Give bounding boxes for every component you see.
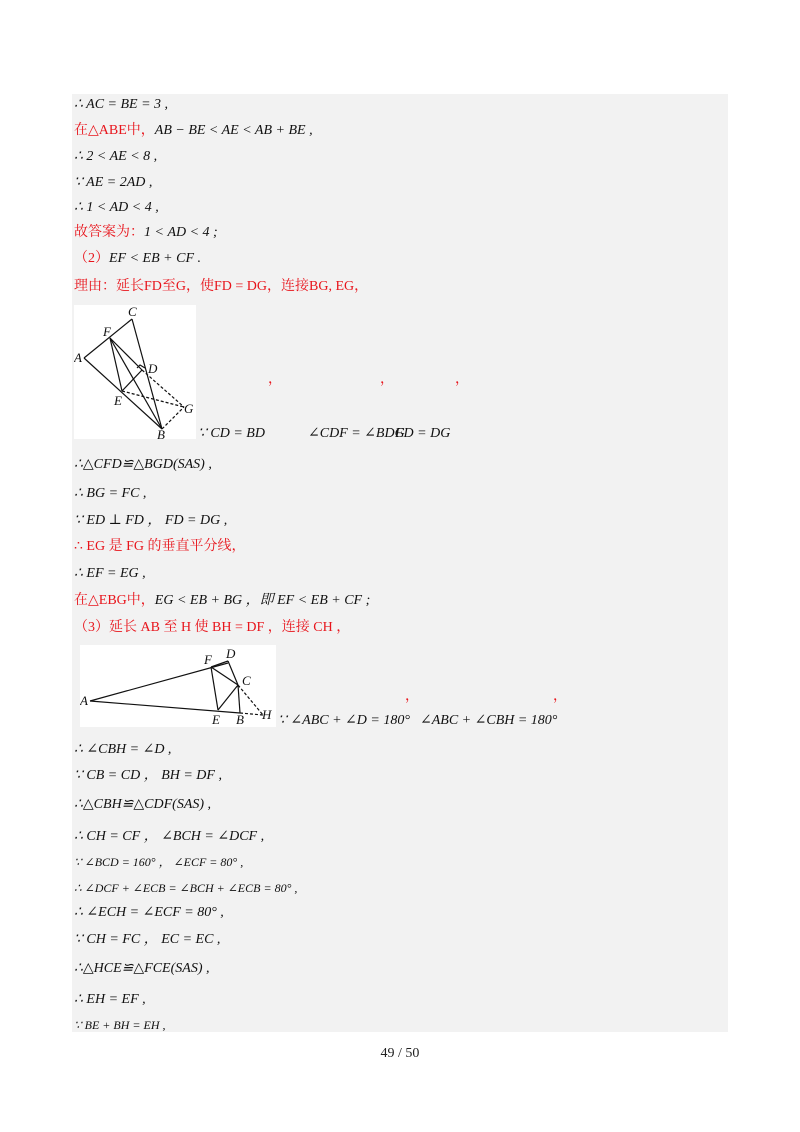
fig1-label-a: A bbox=[74, 350, 82, 365]
line-9a: ∵ CD = BD bbox=[198, 426, 265, 441]
fig2-label-a: A bbox=[80, 693, 88, 708]
line-17a: ∵ ∠ABC + ∠D = 180° bbox=[278, 713, 410, 728]
fig1-label-e: E bbox=[114, 393, 122, 408]
line-4: ∵ AE = 2AD , bbox=[74, 175, 153, 190]
line-2 bbox=[74, 122, 313, 140]
line-18: ∴ ∠CBH = ∠D , bbox=[74, 742, 172, 757]
fig2-label-b: B bbox=[236, 712, 244, 727]
fig1-label-g: G bbox=[184, 401, 194, 416]
line-7-prefix: （2） bbox=[74, 251, 109, 266]
line-13: ∴ EG 是 FG 的垂直平分线， bbox=[74, 539, 246, 554]
line-15-prefix: 在△EBG中， bbox=[74, 593, 155, 608]
line-15 bbox=[74, 592, 370, 610]
line-24: ∴ ∠ECH = ∠ECF = 80° , bbox=[74, 905, 224, 920]
line-17b: ∠ABC + ∠CBH = 180° bbox=[420, 713, 558, 728]
line-8: 理由：延长FD至G，使FD = DG，连接BG, EG， bbox=[74, 279, 369, 294]
line-14: ∴ EF = EG , bbox=[74, 566, 146, 581]
fig2-label-e: E bbox=[212, 712, 220, 727]
line-26: ∴△HCE≌△FCE(SAS) , bbox=[74, 961, 210, 976]
line-1: ∴ AC = BE = 3 , bbox=[74, 97, 169, 112]
figure-2 bbox=[80, 645, 276, 727]
comma-3: ， bbox=[455, 372, 469, 387]
fig2-label-d: D bbox=[226, 646, 236, 661]
comma-5: ， bbox=[553, 689, 567, 704]
comma-2: ， bbox=[380, 372, 394, 387]
page-number: 49 / 50 bbox=[380, 1046, 420, 1061]
fig1-label-b: B bbox=[157, 427, 165, 439]
line-19: ∵ CB = CD ， BH = DF , bbox=[74, 768, 222, 783]
line-6-math: 1 < AD < 4 ; bbox=[144, 225, 218, 240]
comma-4: ， bbox=[405, 689, 419, 704]
line-7-math: EF < EB + CF . bbox=[109, 251, 201, 266]
line-6-prefix: 故答案为： bbox=[74, 225, 144, 240]
fig2-label-f: F bbox=[204, 652, 212, 667]
line-9c: FD = DG bbox=[395, 426, 451, 441]
line-28: ∵ BE + BH = EH , bbox=[74, 1018, 166, 1032]
line-25: ∵ CH = FC ， EC = EC , bbox=[74, 932, 221, 947]
line-11: ∴ BG = FC , bbox=[74, 486, 147, 501]
figure-1 bbox=[74, 305, 196, 439]
line-23: ∴ ∠DCF + ∠ECB = ∠BCH + ∠ECB = 80° , bbox=[74, 881, 298, 895]
fig2-label-c: C bbox=[242, 673, 251, 688]
fig1-label-d: D bbox=[148, 361, 158, 376]
line-7 bbox=[74, 250, 201, 268]
line-20: ∴△CBH≌△CDF(SAS) , bbox=[74, 797, 212, 812]
line-12: ∵ ED ⊥ FD ， FD = DG , bbox=[74, 513, 228, 528]
line-2-prefix: 在△ABE中， bbox=[74, 123, 155, 138]
line-3: ∴ 2 < AE < 8 , bbox=[74, 149, 158, 164]
line-27: ∴ EH = EF , bbox=[74, 992, 146, 1007]
line-10: ∴△CFD≌△BGD(SAS) , bbox=[74, 457, 212, 472]
fig2-label-h: H bbox=[262, 707, 272, 722]
fig1-label-c: C bbox=[128, 305, 137, 319]
line-5: ∴ 1 < AD < 4 , bbox=[74, 200, 159, 215]
line-16: （3）延长 AB 至 H 使 BH = DF ，连接 CH ， bbox=[74, 620, 351, 635]
fig1-label-f: F bbox=[103, 324, 111, 339]
line-21: ∴ CH = CF ， ∠BCH = ∠DCF , bbox=[74, 829, 265, 844]
line-22: ∵ ∠BCD = 160° ， ∠ECF = 80° , bbox=[74, 855, 244, 869]
comma-1: ， bbox=[268, 372, 282, 387]
line-6 bbox=[74, 224, 218, 242]
line-9b: ∠CDF = ∠BDG bbox=[308, 426, 405, 441]
line-2-math: AB − BE < AE < AB + BE , bbox=[154, 123, 313, 138]
line-15-math: EG < EB + BG ，即 EF < EB + CF ; bbox=[154, 593, 371, 608]
